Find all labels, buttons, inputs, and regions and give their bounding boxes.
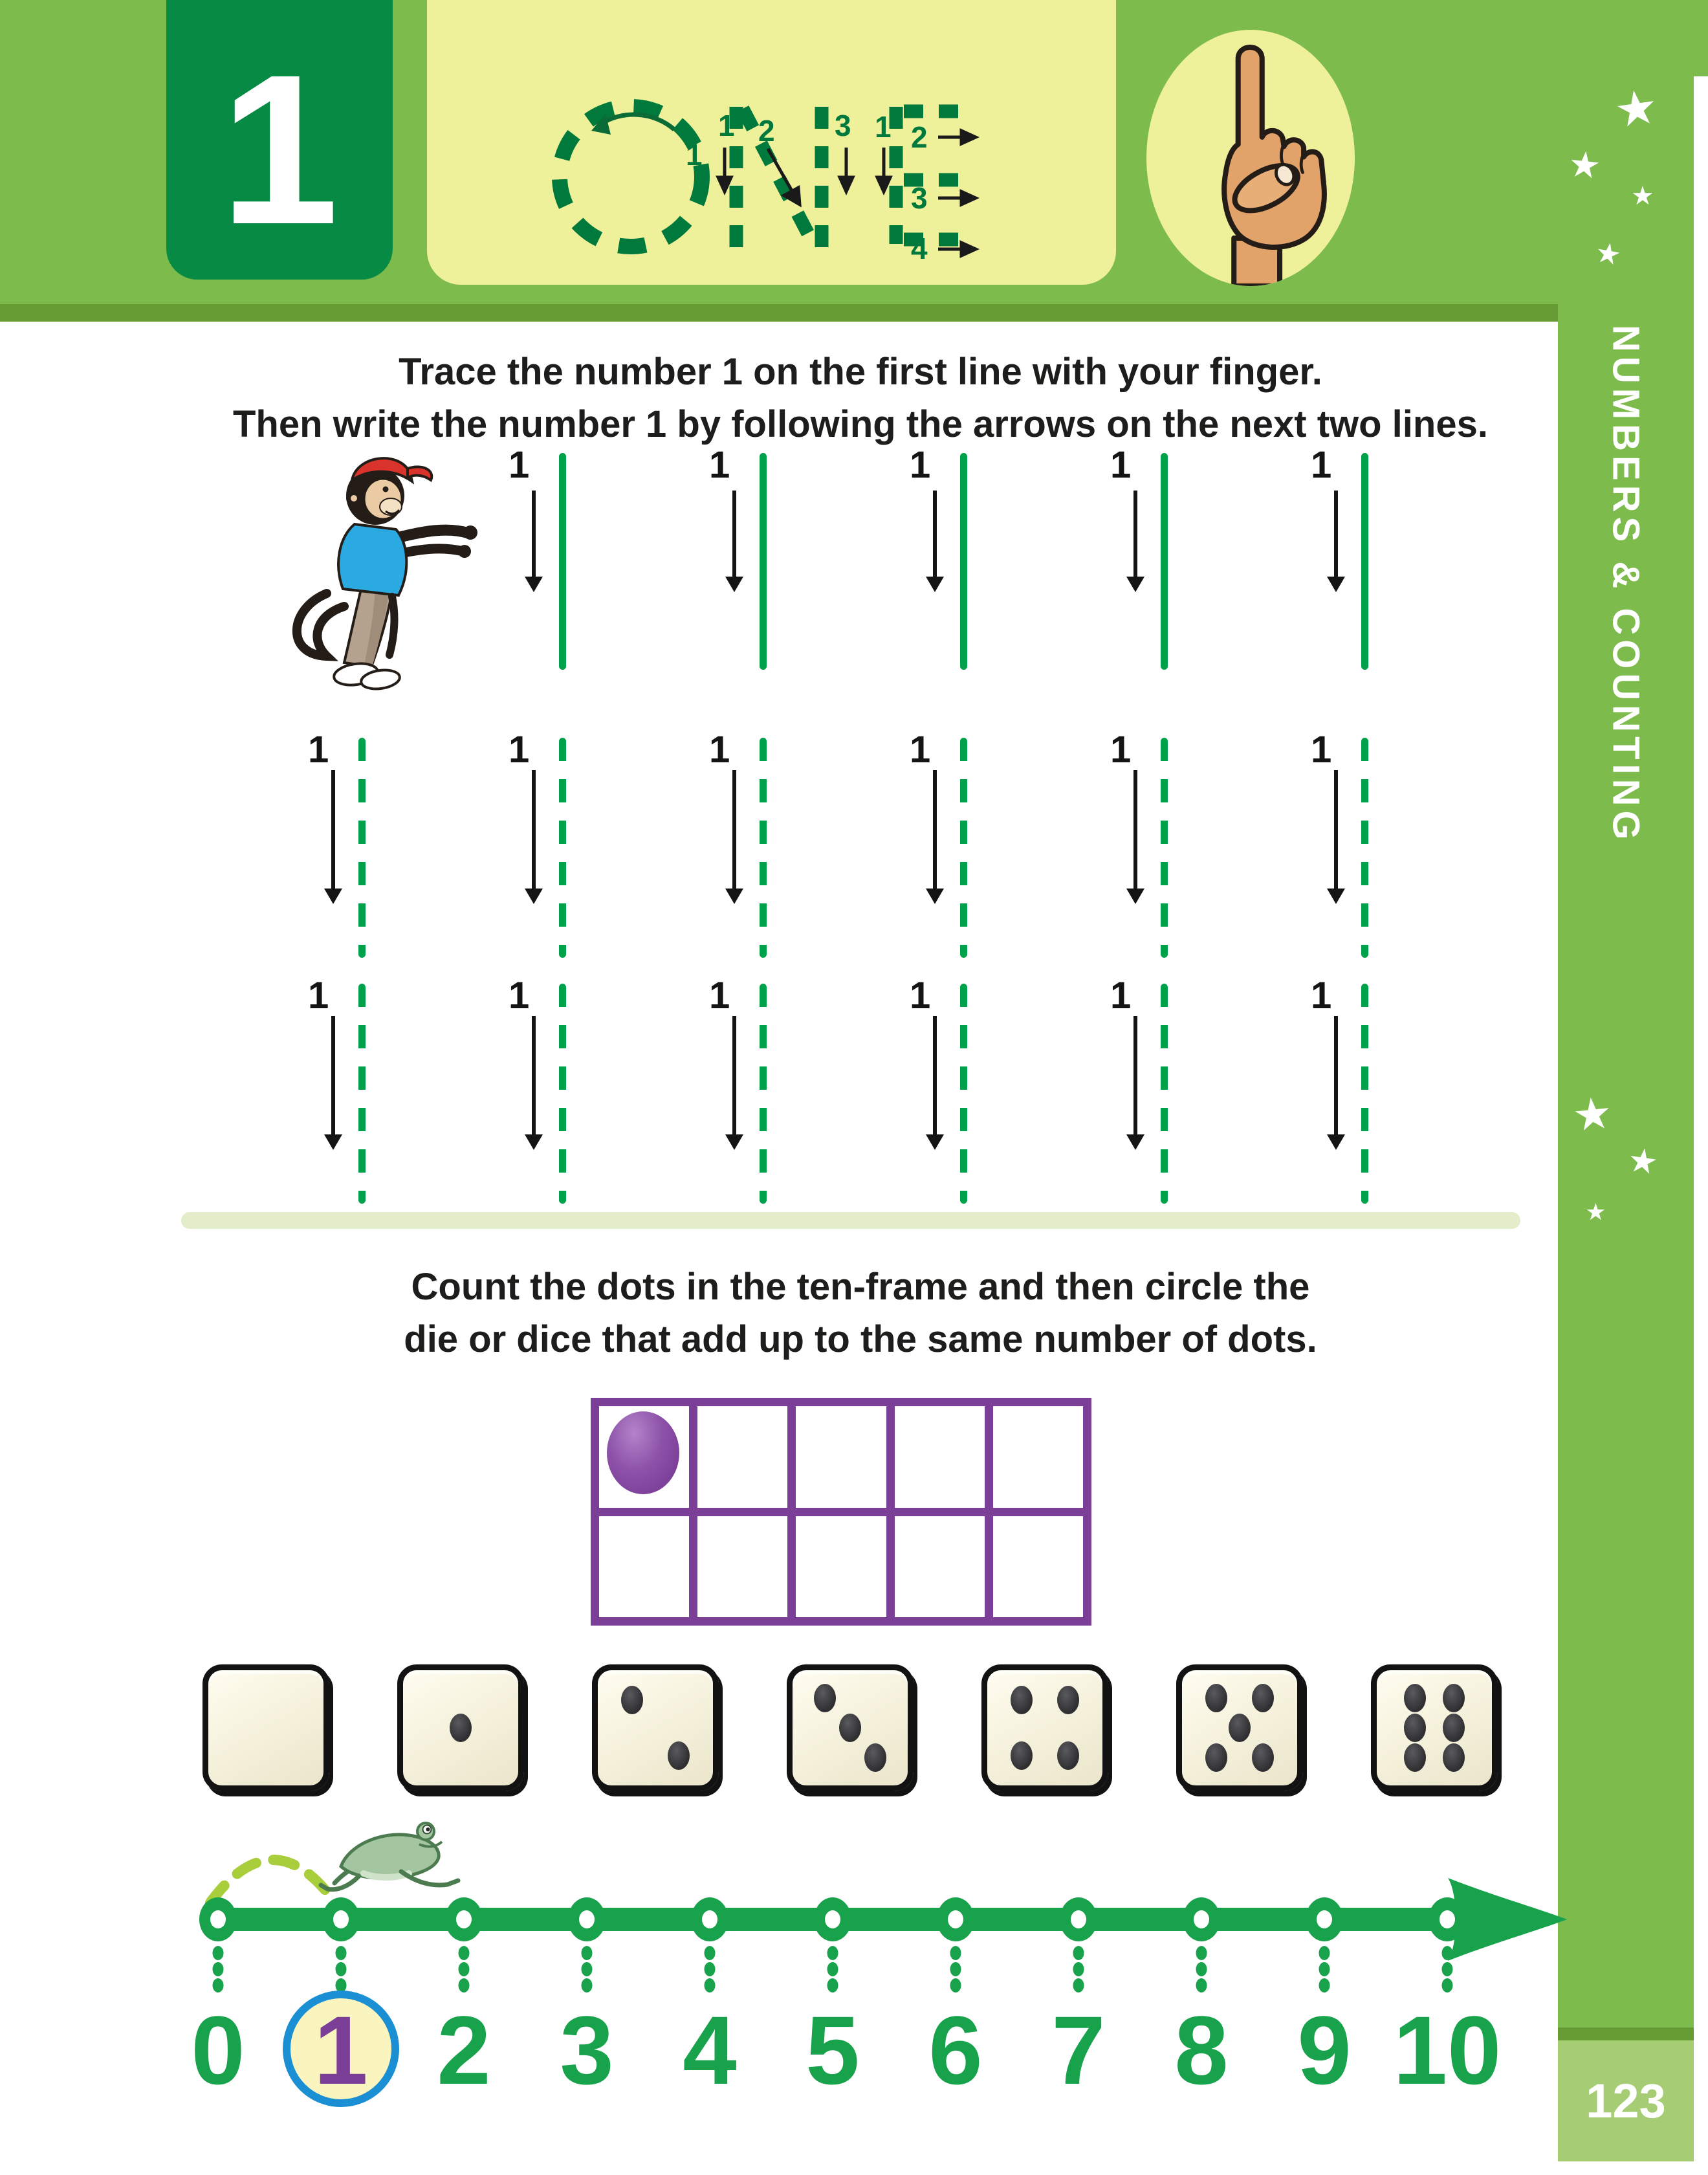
trace-line-dashed[interactable]	[358, 738, 366, 958]
header-divider-band	[0, 304, 1558, 322]
trace-line-dashed[interactable]	[559, 984, 566, 1204]
down-arrow-icon	[331, 770, 335, 890]
number-line-drop-dot	[213, 1962, 224, 1976]
down-arrow-icon	[532, 1016, 536, 1136]
die-pip	[1404, 1684, 1426, 1712]
monkey-eye	[383, 487, 389, 492]
number-line-tick-hole	[210, 1910, 226, 1928]
die-pip	[1443, 1743, 1465, 1772]
trace-line-solid[interactable]	[960, 453, 967, 670]
hand-sign-badge	[1146, 30, 1355, 286]
down-arrow-icon	[933, 1016, 937, 1136]
ten-frame-cell	[697, 1516, 787, 1618]
count-instruction-line1: Count the dots in the ten-frame and then circle the	[411, 1266, 1310, 1308]
dashed-letter-o	[560, 107, 702, 247]
stroke-number: 1	[875, 110, 892, 144]
ten-frame-cell	[993, 1516, 1083, 1618]
star-icon: ★	[1570, 1087, 1615, 1143]
section-divider	[181, 1212, 1520, 1229]
number-line-drop-dot	[1196, 1978, 1207, 1993]
number-line-label: 2	[437, 1996, 491, 2104]
number-line-tick-hole	[1317, 1910, 1332, 1928]
number-line-drop-dot	[950, 1962, 961, 1976]
count-instructions	[162, 1261, 1559, 1365]
number-line-drop-dot	[213, 1978, 224, 1993]
number-line-drop-dot	[459, 1946, 470, 1960]
number-line-drop-dot	[1442, 1946, 1453, 1960]
die-pip	[1443, 1684, 1465, 1712]
stroke-number-label: 1	[1110, 444, 1132, 486]
dashed-letter-n-stroke2	[743, 109, 815, 247]
monkey-hand	[463, 525, 477, 540]
trace-line-dashed[interactable]	[559, 738, 566, 958]
number-line-drop-dot	[459, 1962, 470, 1976]
die-pip	[621, 1686, 643, 1714]
stroke-number: 2	[758, 114, 775, 148]
star-icon: ★	[1625, 1140, 1661, 1183]
die-pip	[1205, 1684, 1227, 1712]
stroke-number-label: 1	[910, 975, 931, 1017]
trace-line-dashed[interactable]	[960, 984, 967, 1204]
trace-line-dashed[interactable]	[960, 738, 967, 958]
die-pip	[1252, 1684, 1274, 1712]
trace-line-dashed[interactable]	[1161, 984, 1168, 1204]
trace-instruction-line2: Then write the number 1 by following the arrows on the next two lines.	[233, 403, 1488, 445]
ten-frame-cell	[993, 1406, 1083, 1508]
stroke-number-label: 1	[1311, 975, 1332, 1017]
stroke-number-label: 1	[1110, 975, 1132, 1017]
monkey-tail	[297, 593, 344, 656]
number-line-tick-hole	[702, 1910, 717, 1928]
die-pip	[668, 1741, 690, 1770]
number-line-label-circled[interactable]: 1	[314, 1996, 368, 2104]
trace-line-solid[interactable]	[1361, 453, 1368, 670]
down-arrow-icon	[933, 491, 937, 578]
traceable-word-one[interactable]	[427, 0, 1116, 285]
number-line-drop-dot	[1319, 1978, 1330, 1993]
number-line-drop-dot	[582, 1978, 593, 1993]
trace-line-dashed[interactable]	[760, 738, 767, 958]
number-line-drop-dot	[1073, 1946, 1084, 1960]
die-pip	[1252, 1743, 1274, 1772]
number-line-tick-hole	[333, 1910, 349, 1928]
number-line-drop-dot	[950, 1946, 961, 1960]
page-bottom-margin	[0, 2161, 1708, 2175]
number-line-drop-dot	[459, 1978, 470, 1993]
number-line-label: 6	[928, 1996, 983, 2104]
die-3-dots[interactable]	[787, 1664, 914, 1791]
stroke-number: 1	[686, 138, 703, 171]
number-line-tick-hole	[579, 1910, 595, 1928]
number-line-drop-dot	[827, 1962, 838, 1976]
stroke-number-label: 1	[509, 975, 530, 1017]
number-line-drop-dot	[1442, 1978, 1453, 1993]
number-line-drop-dot	[336, 1978, 347, 1993]
number-line-label: 7	[1051, 1996, 1106, 2104]
die-2-dots[interactable]	[592, 1664, 719, 1791]
number-line-label: 10	[1393, 1996, 1502, 2104]
die-pip	[839, 1714, 861, 1742]
monkey-hand	[458, 545, 471, 558]
stroke-number-label: 1	[709, 729, 730, 771]
number-line-tick-hole	[1440, 1910, 1455, 1928]
unit-number-tile	[166, 0, 393, 280]
sidebar-title: NUMBERS & COUNTING	[1604, 325, 1647, 845]
down-arrow-icon	[732, 1016, 736, 1136]
stroke-number-label: 1	[1311, 729, 1332, 771]
down-arrow-icon	[1334, 770, 1338, 890]
star-icon: ★	[1585, 1199, 1606, 1226]
down-arrow-icon	[1133, 1016, 1137, 1136]
page-number: 123	[1586, 2074, 1666, 2128]
die-pip	[1011, 1741, 1033, 1770]
star-icon: ★	[1566, 142, 1603, 188]
number-line-label: 9	[1297, 1996, 1352, 2104]
unit-number: 1	[220, 30, 339, 269]
ten-frame-cell	[599, 1406, 689, 1508]
ten-frame	[591, 1398, 1091, 1626]
monkey-mascot	[272, 441, 518, 710]
number-line-drop-dot	[336, 1962, 347, 1976]
number-line-label: 3	[560, 1996, 614, 2104]
stroke-number-label: 1	[509, 444, 530, 486]
number-line-drop-dot	[705, 1978, 716, 1993]
number-line-drop-dot	[1319, 1946, 1330, 1960]
star-icon: ★	[1592, 235, 1624, 272]
monkey-shirt	[338, 524, 406, 595]
star-icon: ★	[1611, 78, 1662, 139]
die-pip	[1011, 1686, 1033, 1714]
trace-line-dashed[interactable]	[1361, 984, 1368, 1204]
number-line-drop-dot	[1442, 1962, 1453, 1976]
die-pip	[1404, 1714, 1426, 1742]
stroke-number: 4	[911, 232, 928, 265]
die-4-dots[interactable]	[981, 1664, 1108, 1791]
number-line-drop-dot	[705, 1946, 716, 1960]
header-banner	[0, 0, 1708, 304]
number-line-drop-dot	[213, 1946, 224, 1960]
trace-line-solid[interactable]	[760, 453, 767, 670]
down-arrow-icon	[732, 770, 736, 890]
number-line-tick-hole	[948, 1910, 963, 1928]
die-0-dots[interactable]	[203, 1664, 329, 1791]
die-pip	[1229, 1714, 1251, 1742]
trace-line-solid[interactable]	[559, 453, 566, 670]
stroke-number: 3	[835, 109, 851, 142]
stroke-number-label: 1	[308, 729, 329, 771]
down-arrow-icon	[1133, 770, 1137, 890]
down-arrow-icon	[933, 770, 937, 890]
down-arrow-icon	[331, 1016, 335, 1136]
ten-frame-cell	[895, 1516, 985, 1618]
number-line-label: 8	[1174, 1996, 1229, 2104]
number-line-tick-hole	[1071, 1910, 1086, 1928]
number-line-drop-dot	[950, 1978, 961, 1993]
stroke-number: 2	[911, 120, 928, 154]
number-line-drop-dot	[582, 1946, 593, 1960]
number-line-drop-dot	[582, 1962, 593, 1976]
die-pip	[1443, 1714, 1465, 1742]
stroke-number-label: 1	[1311, 444, 1332, 486]
frog-mascot	[321, 1823, 458, 1890]
number-line-drop-dot	[1196, 1962, 1207, 1976]
die-pip	[864, 1743, 886, 1772]
down-arrow-icon	[1334, 491, 1338, 578]
die-1-dots[interactable]	[397, 1664, 524, 1791]
trace-line-dashed[interactable]	[760, 984, 767, 1204]
number-line-label: 0	[191, 1996, 245, 2104]
trace-instructions	[162, 346, 1559, 450]
number-line-drop-dot	[705, 1962, 716, 1976]
ten-frame-cell	[599, 1516, 689, 1618]
die-pip	[1205, 1743, 1227, 1772]
down-arrow-icon	[532, 770, 536, 890]
stroke-number: 3	[911, 181, 928, 215]
number-line-tick-hole	[825, 1910, 840, 1928]
die-5-dots[interactable]	[1176, 1664, 1303, 1791]
stroke-number-label: 1	[709, 975, 730, 1017]
down-arrow-icon	[1334, 1016, 1338, 1136]
ten-frame-cell	[796, 1516, 886, 1618]
stroke-direction-arc	[600, 115, 674, 129]
number-line-tick-hole	[456, 1910, 472, 1928]
stroke-number-label: 1	[709, 444, 730, 486]
trace-line-dashed[interactable]	[1361, 738, 1368, 958]
monkey-ear-inner	[351, 495, 357, 502]
ten-frame-cell	[697, 1406, 787, 1508]
die-pip	[814, 1684, 836, 1712]
stroke-number-label: 1	[509, 729, 530, 771]
number-line-drop-dot	[1073, 1978, 1084, 1993]
trace-line-dashed[interactable]	[1161, 738, 1168, 958]
down-arrow-icon	[1133, 491, 1137, 578]
die-pip	[1057, 1741, 1079, 1770]
count-instruction-line2: die or dice that add up to the same number of dots.	[404, 1318, 1317, 1360]
trace-line-solid[interactable]	[1161, 453, 1168, 670]
one-finger-hand-icon	[1146, 30, 1355, 286]
stroke-number: 1	[718, 109, 735, 142]
number-line-drop-dot	[336, 1946, 347, 1960]
frog-hop-arc	[210, 1860, 335, 1903]
stroke-number-label: 1	[910, 444, 931, 486]
stroke-number-label: 1	[1110, 729, 1132, 771]
trace-line-dashed[interactable]	[358, 984, 366, 1204]
number-line-drop-dot	[1319, 1962, 1330, 1976]
number-line-label: 4	[683, 1996, 737, 2104]
number-line-drop-dot	[1196, 1946, 1207, 1960]
star-icon: ★	[1631, 181, 1654, 211]
stroke-number-label: 1	[910, 729, 931, 771]
unit-word-tile	[427, 0, 1116, 285]
monkey-tail-tip	[389, 597, 394, 655]
counter-dot	[607, 1411, 679, 1494]
die-6-dots[interactable]	[1371, 1664, 1498, 1791]
ten-frame-cell	[796, 1406, 886, 1508]
die-pip	[450, 1714, 472, 1742]
trace-instruction-line1: Trace the number 1 on the first line with your finger.	[399, 351, 1322, 393]
down-arrow-icon	[732, 491, 736, 578]
down-arrow-icon	[532, 491, 536, 578]
number-line-drop-dot	[827, 1946, 838, 1960]
number-line-label: 5	[805, 1996, 860, 2104]
ten-frame-cell	[895, 1406, 985, 1508]
stroke-number-label: 1	[308, 975, 329, 1017]
number-line-drop-dot	[1073, 1962, 1084, 1976]
die-pip	[1404, 1743, 1426, 1772]
number-line-drop-dot	[827, 1978, 838, 1993]
page-right-margin	[1694, 76, 1708, 2175]
die-pip	[1057, 1686, 1079, 1714]
number-line-tick-hole	[1194, 1910, 1209, 1928]
number-line	[181, 1805, 1585, 2116]
